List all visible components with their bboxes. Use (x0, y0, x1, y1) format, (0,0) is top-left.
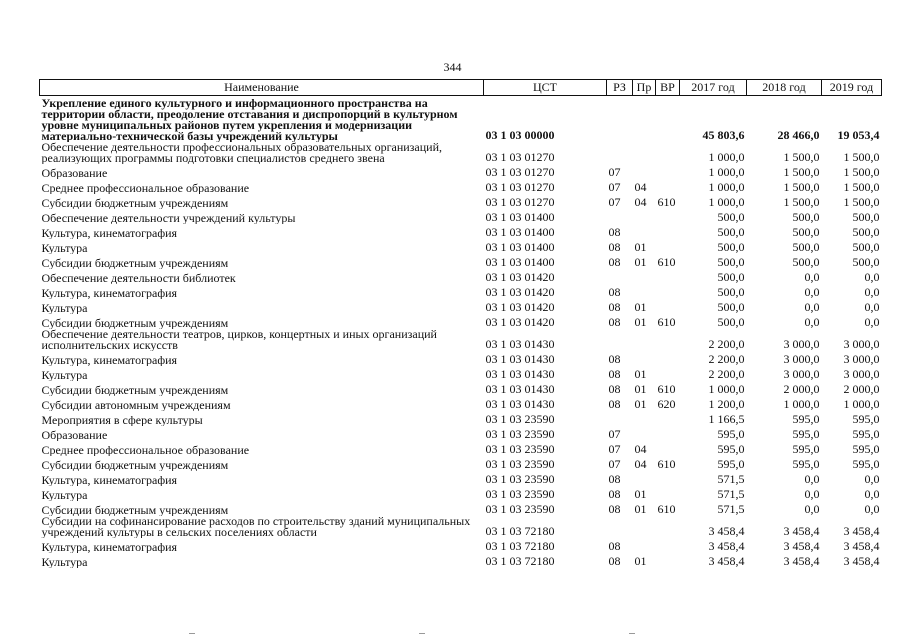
table-row (40, 501, 882, 516)
cell-vr (656, 553, 680, 568)
cell-cst: 03 1 03 01420 (485, 300, 555, 314)
cell-rz: 08 (608, 352, 621, 366)
cell-vr (656, 471, 680, 486)
cell-pr: 01 (634, 382, 647, 396)
cell-cst: 03 1 03 01430 (485, 367, 555, 381)
cell-cst: 03 1 03 01270 (485, 195, 555, 209)
cell-y2018: 3 458,4 (783, 554, 820, 568)
table-row (40, 209, 882, 224)
table-row (40, 486, 882, 501)
cell-vr (656, 329, 680, 351)
cell-y2019: 500,0 (852, 225, 880, 239)
cell-rz: 07 (608, 442, 621, 456)
cell-name: Обеспечение деятельности профессиональных образовательных организаций, реализующих программы подготовки специалистов среднего звена (41, 142, 442, 164)
cell-cst: 03 1 03 23590 (485, 457, 555, 471)
cell-pr (633, 351, 656, 366)
cell-name: Культура (41, 488, 88, 501)
cell-y2017: 1 166,5 (708, 412, 745, 426)
cell-pr (633, 329, 656, 351)
cell-y2019: 3 458,4 (843, 524, 880, 538)
cell-y2017: 1 200,0 (708, 397, 745, 411)
cell-y2017: 595,0 (717, 427, 745, 441)
cell-y2019: 595,0 (852, 427, 880, 441)
cell-y2018: 0,0 (804, 315, 820, 329)
cell-rz (607, 411, 633, 426)
cell-y2019: 0,0 (864, 472, 880, 486)
cell-vr (656, 164, 680, 179)
cell-y2018: 500,0 (792, 240, 820, 254)
cell-pr (633, 209, 656, 224)
cell-y2018: 3 000,0 (783, 352, 820, 366)
cell-pr: 04 (634, 180, 647, 194)
cell-name: Субсидии на софинансирование расходов по строительству зданий муниципальных учреждений культуры в сельских поселениях области (41, 516, 471, 538)
table-row (40, 194, 882, 209)
cell-pr: 04 (634, 442, 647, 456)
cell-cst: 03 1 03 01430 (485, 397, 555, 411)
cell-name: Культура (41, 241, 88, 254)
table-row (40, 299, 882, 314)
cell-y2017: 3 458,4 (708, 524, 745, 538)
cell-pr (633, 411, 656, 426)
cell-cst: 03 1 03 72180 (485, 524, 555, 538)
cell-y2019: 3 000,0 (843, 337, 880, 351)
cell-name: Культура, кинематография (41, 286, 178, 299)
cell-y2017: 500,0 (717, 300, 745, 314)
cell-rz: 08 (608, 472, 621, 486)
table-row (40, 164, 882, 179)
cell-y2019: 2 000,0 (843, 382, 880, 396)
cell-rz: 08 (608, 502, 621, 516)
cell-rz: 08 (608, 397, 621, 411)
header-2018: 2018 год (747, 80, 822, 96)
cell-cst: 03 1 03 01400 (485, 255, 555, 269)
cell-pr (633, 142, 656, 164)
cell-pr: 01 (634, 240, 647, 254)
cell-y2019: 595,0 (852, 442, 880, 456)
cell-name: Субсидии бюджетным учреждениям (41, 458, 229, 471)
cell-rz: 08 (608, 285, 621, 299)
cell-y2018: 0,0 (804, 472, 820, 486)
cell-rz: 07 (608, 457, 621, 471)
cell-vr (656, 239, 680, 254)
cell-pr (633, 516, 656, 538)
cell-y2019: 1 500,0 (843, 150, 880, 164)
cell-y2019: 1 000,0 (843, 397, 880, 411)
cell-y2019: 3 000,0 (843, 352, 880, 366)
cell-cst: 03 1 03 01270 (485, 165, 555, 179)
cell-cst: 03 1 03 01430 (485, 352, 555, 366)
cell-vr (656, 366, 680, 381)
table-row (40, 284, 882, 299)
header-pr: Пр (633, 80, 656, 96)
header-vr: ВР (656, 80, 680, 96)
table-row (40, 269, 882, 284)
cell-vr: 610 (657, 255, 676, 269)
cell-vr (656, 486, 680, 501)
cell-y2018: 3 000,0 (783, 337, 820, 351)
cell-cst: 03 1 03 23590 (485, 412, 555, 426)
table-row (40, 142, 882, 164)
cell-name: Субсидии бюджетным учреждениям (41, 316, 229, 329)
cell-cst: 03 1 03 72180 (485, 539, 555, 553)
cell-y2018: 595,0 (792, 457, 820, 471)
cell-y2019: 0,0 (864, 487, 880, 501)
cell-rz: 08 (608, 554, 621, 568)
cell-name: Культура, кинематография (41, 353, 178, 366)
cell-pr (633, 426, 656, 441)
table-row (40, 411, 882, 426)
cell-pr (633, 224, 656, 239)
cell-y2019: 595,0 (852, 457, 880, 471)
cell-vr (656, 284, 680, 299)
cell-vr: 610 (657, 502, 676, 516)
cell-cst: 03 1 03 01420 (485, 270, 555, 284)
cell-name: Субсидии бюджетным учреждениям (41, 196, 229, 209)
cell-vr (656, 299, 680, 314)
cell-name: Укрепление единого культурного и информационного пространства на территории области, преодоление отставания и диспропорций в культурном уровне муниципальных районов путем укрепления и модернизации материально-технической базы учреждений культуры (41, 96, 458, 142)
header-2019: 2019 год (822, 80, 882, 96)
cell-y2017: 571,5 (717, 472, 745, 486)
cell-rz (607, 269, 633, 284)
cell-y2018: 500,0 (792, 210, 820, 224)
table-row (40, 239, 882, 254)
cell-y2018: 500,0 (792, 255, 820, 269)
cell-cst: 03 1 03 01270 (485, 180, 555, 194)
cell-y2017: 500,0 (717, 225, 745, 239)
cell-cst: 03 1 03 01400 (485, 225, 555, 239)
cell-name: Субсидии автономным учреждениям (41, 398, 231, 411)
cell-vr (656, 351, 680, 366)
cell-rz: 08 (608, 255, 621, 269)
cell-pr (633, 269, 656, 284)
cell-y2017: 500,0 (717, 315, 745, 329)
cell-name: Мероприятия в сфере культуры (41, 413, 203, 426)
cell-y2019: 19 053,4 (837, 128, 880, 142)
cell-pr (633, 96, 656, 143)
cell-rz: 08 (608, 240, 621, 254)
bottom-scan-marks (39, 631, 881, 637)
cell-cst: 03 1 03 72180 (485, 554, 555, 568)
cell-rz: 08 (608, 315, 621, 329)
cell-cst: 03 1 03 01270 (485, 150, 555, 164)
cell-y2019: 500,0 (852, 240, 880, 254)
cell-y2018: 3 458,4 (783, 539, 820, 553)
cell-y2018: 1 000,0 (783, 397, 820, 411)
cell-vr: 610 (657, 457, 676, 471)
cell-rz (607, 329, 633, 351)
table-row (40, 441, 882, 456)
cell-y2018: 0,0 (804, 487, 820, 501)
cell-pr: 01 (634, 315, 647, 329)
cell-rz (607, 142, 633, 164)
cell-y2018: 595,0 (792, 442, 820, 456)
cell-y2019: 500,0 (852, 255, 880, 269)
table-row (40, 381, 882, 396)
cell-y2017: 500,0 (717, 270, 745, 284)
cell-y2019: 595,0 (852, 412, 880, 426)
cell-name: Обеспечение деятельности учреждений культуры (41, 211, 296, 224)
cell-pr: 01 (634, 487, 647, 501)
cell-y2019: 0,0 (864, 502, 880, 516)
cell-cst: 03 1 03 23590 (485, 442, 555, 456)
table-row (40, 179, 882, 194)
cell-name: Образование (41, 428, 108, 441)
cell-name: Культура, кинематография (41, 540, 178, 553)
cell-y2017: 595,0 (717, 442, 745, 456)
cell-rz: 08 (608, 225, 621, 239)
cell-name: Обеспечение деятельности театров, цирков, концертных и иных организаций исполнительских искусств (41, 329, 437, 351)
cell-cst: 03 1 03 01420 (485, 285, 555, 299)
cell-vr (656, 209, 680, 224)
table-row (40, 351, 882, 366)
cell-y2017: 2 200,0 (708, 367, 745, 381)
cell-rz: 07 (608, 165, 621, 179)
cell-pr (633, 164, 656, 179)
cell-vr (656, 269, 680, 284)
cell-vr (656, 96, 680, 143)
cell-vr (656, 142, 680, 164)
cell-y2018: 500,0 (792, 225, 820, 239)
cell-y2017: 1 000,0 (708, 382, 745, 396)
cell-name: Обеспечение деятельности библиотек (41, 271, 236, 284)
cell-y2019: 0,0 (864, 300, 880, 314)
table-row (40, 538, 882, 553)
cell-y2018: 0,0 (804, 502, 820, 516)
cell-name: Культура (41, 368, 88, 381)
cell-name: Культура, кинематография (41, 473, 178, 486)
cell-vr (656, 441, 680, 456)
cell-y2017: 500,0 (717, 210, 745, 224)
cell-y2017: 595,0 (717, 457, 745, 471)
cell-cst: 03 1 03 01430 (485, 382, 555, 396)
header-cst: ЦСТ (484, 80, 607, 96)
cell-pr: 04 (634, 457, 647, 471)
cell-y2019: 3 458,4 (843, 539, 880, 553)
cell-y2017: 571,5 (717, 502, 745, 516)
cell-cst: 03 1 03 23590 (485, 427, 555, 441)
cell-y2018: 2 000,0 (783, 382, 820, 396)
cell-y2018: 0,0 (804, 285, 820, 299)
cell-cst: 03 1 03 01420 (485, 315, 555, 329)
cell-vr (656, 411, 680, 426)
cell-name: Среднее профессиональное образование (41, 181, 250, 194)
cell-y2017: 3 458,4 (708, 539, 745, 553)
cell-vr (656, 179, 680, 194)
cell-y2017: 1 000,0 (708, 150, 745, 164)
cell-pr (633, 471, 656, 486)
cell-vr (656, 516, 680, 538)
cell-vr (656, 538, 680, 553)
cell-name: Субсидии бюджетным учреждениям (41, 383, 229, 396)
cell-y2018: 595,0 (792, 427, 820, 441)
cell-y2019: 1 500,0 (843, 165, 880, 179)
cell-rz: 07 (608, 180, 621, 194)
cell-pr (633, 538, 656, 553)
cell-rz (607, 96, 633, 143)
cell-name: Среднее профессиональное образование (41, 443, 250, 456)
cell-pr: 01 (634, 367, 647, 381)
cell-vr: 620 (657, 397, 676, 411)
cell-y2017: 2 200,0 (708, 337, 745, 351)
table-row (40, 314, 882, 329)
cell-y2018: 1 500,0 (783, 180, 820, 194)
cell-rz: 08 (608, 487, 621, 501)
cell-pr: 04 (634, 195, 647, 209)
cell-y2018: 1 500,0 (783, 195, 820, 209)
table-row (40, 96, 882, 143)
cell-rz: 07 (608, 427, 621, 441)
cell-y2017: 571,5 (717, 487, 745, 501)
header-name: Наименование (40, 80, 484, 96)
cell-rz (607, 209, 633, 224)
cell-rz: 08 (608, 382, 621, 396)
cell-y2018: 595,0 (792, 412, 820, 426)
cell-y2018: 3 458,4 (783, 524, 820, 538)
cell-y2018: 3 000,0 (783, 367, 820, 381)
table-row (40, 329, 882, 351)
table-header (40, 80, 882, 96)
cell-cst: 03 1 03 01430 (485, 337, 555, 351)
cell-pr: 01 (634, 502, 647, 516)
table-row (40, 224, 882, 239)
cell-y2017: 500,0 (717, 285, 745, 299)
cell-y2017: 45 803,6 (702, 128, 745, 142)
cell-y2018: 1 500,0 (783, 150, 820, 164)
cell-y2019: 1 500,0 (843, 195, 880, 209)
cell-vr: 610 (657, 382, 676, 396)
cell-y2019: 3 000,0 (843, 367, 880, 381)
cell-y2019: 500,0 (852, 210, 880, 224)
cell-pr: 01 (634, 255, 647, 269)
cell-y2017: 500,0 (717, 255, 745, 269)
cell-rz: 08 (608, 367, 621, 381)
table-row (40, 396, 882, 411)
header-2017: 2017 год (680, 80, 747, 96)
cell-y2019: 0,0 (864, 285, 880, 299)
cell-y2017: 1 000,0 (708, 180, 745, 194)
cell-pr: 01 (634, 554, 647, 568)
cell-y2017: 1 000,0 (708, 195, 745, 209)
cell-y2017: 3 458,4 (708, 554, 745, 568)
cell-name: Образование (41, 166, 108, 179)
table-row (40, 516, 882, 538)
cell-name: Культура, кинематография (41, 226, 178, 239)
cell-y2018: 0,0 (804, 300, 820, 314)
cell-rz: 07 (608, 195, 621, 209)
cell-cst: 03 1 03 01400 (485, 240, 555, 254)
cell-cst: 03 1 03 23590 (485, 472, 555, 486)
table-row (40, 471, 882, 486)
cell-y2019: 0,0 (864, 315, 880, 329)
table-row (40, 553, 882, 568)
cell-name: Субсидии бюджетным учреждениям (41, 256, 229, 269)
cell-cst: 03 1 03 01400 (485, 210, 555, 224)
cell-y2017: 1 000,0 (708, 165, 745, 179)
table-row (40, 426, 882, 441)
cell-vr (656, 426, 680, 441)
cell-vr: 610 (657, 315, 676, 329)
cell-cst: 03 1 03 00000 (485, 128, 555, 142)
table-body (40, 96, 882, 569)
cell-vr: 610 (657, 195, 676, 209)
table-row (40, 254, 882, 269)
cell-name: Субсидии бюджетным учреждениям (41, 503, 229, 516)
cell-name: Культура (41, 555, 88, 568)
cell-rz (607, 516, 633, 538)
page-number: 344 (443, 60, 462, 74)
header-rz: РЗ (607, 80, 633, 96)
cell-cst: 03 1 03 23590 (485, 502, 555, 516)
budget-table (39, 79, 882, 568)
cell-rz: 08 (608, 539, 621, 553)
cell-pr: 01 (634, 300, 647, 314)
cell-y2017: 2 200,0 (708, 352, 745, 366)
cell-rz: 08 (608, 300, 621, 314)
cell-pr: 01 (634, 397, 647, 411)
table-row (40, 456, 882, 471)
cell-y2018: 0,0 (804, 270, 820, 284)
cell-name: Культура (41, 301, 88, 314)
cell-y2017: 500,0 (717, 240, 745, 254)
cell-cst: 03 1 03 23590 (485, 487, 555, 501)
table-row (40, 366, 882, 381)
cell-y2019: 1 500,0 (843, 180, 880, 194)
cell-y2018: 28 466,0 (777, 128, 820, 142)
cell-y2018: 1 500,0 (783, 165, 820, 179)
cell-pr (633, 284, 656, 299)
cell-y2019: 0,0 (864, 270, 880, 284)
cell-y2019: 3 458,4 (843, 554, 880, 568)
cell-vr (656, 224, 680, 239)
